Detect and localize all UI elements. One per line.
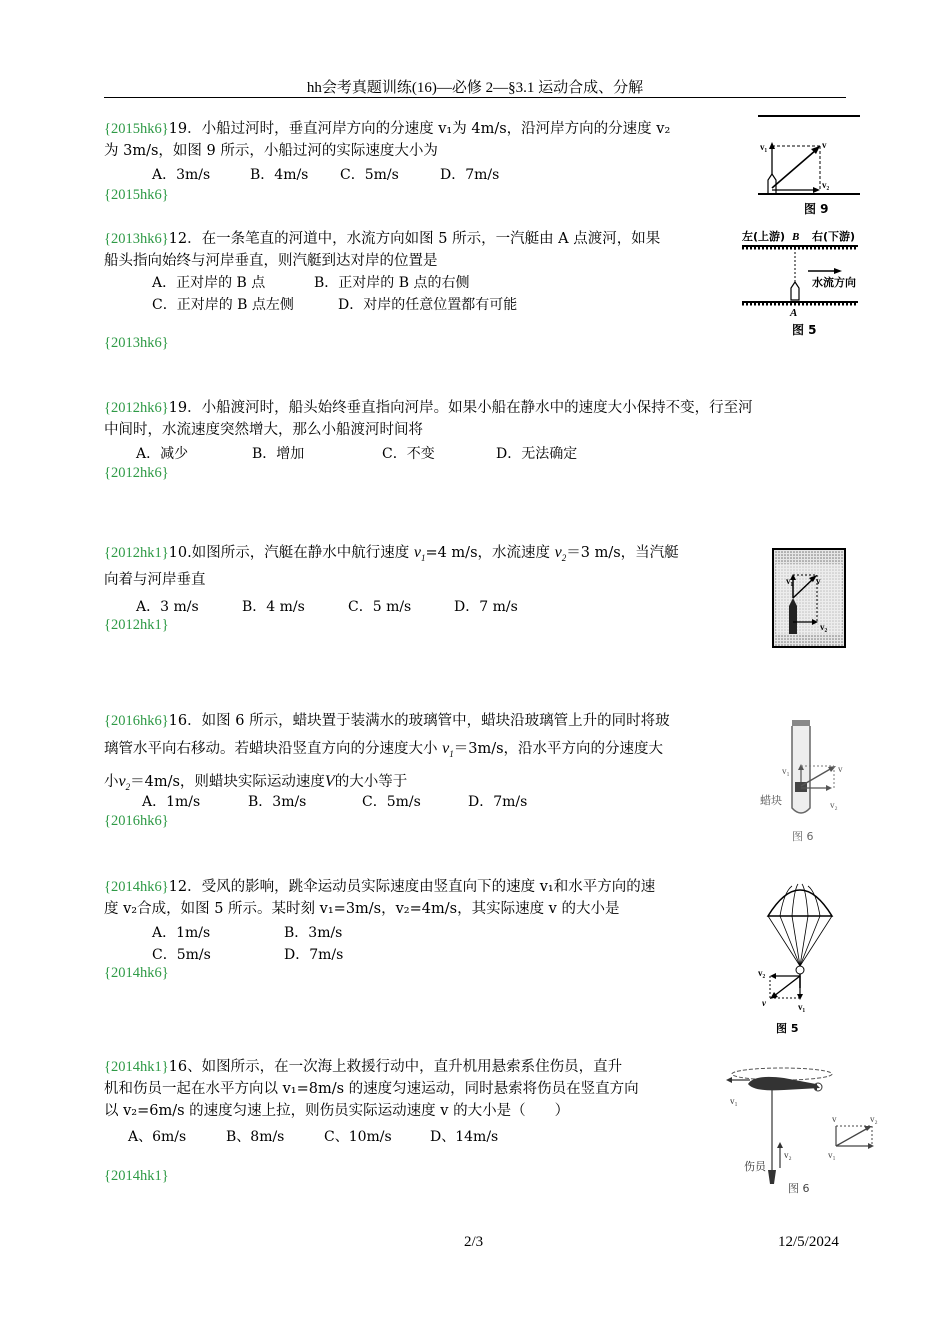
heli-label-v2: v₂ [784,1150,792,1160]
question-text: 机和伤员一起在水平方向以 v₁=8m/s 的速度匀速运动，同时悬索将伤员在竖直方向 [104,1081,639,1097]
option-d: D．7 m/s [454,599,518,615]
option-a: A．1m/s [142,794,201,810]
question-text: ＝3 m/s，当汽艇 [566,545,679,561]
boat-fig-label-v1: v₁ [786,576,794,586]
question-end-tag: {2014hk6} [104,965,169,981]
wax-fig-label-v: v [838,764,843,774]
symbol-v: V [324,773,335,791]
figure-5-river [740,226,860,344]
question-text: 船头指向始终与河岸垂直，则汽艇到达对岸的位置是 [104,253,438,269]
question-tag: {2012hk6} [104,400,169,416]
option-d: D．对岸的任意位置都有可能 [338,297,518,313]
option-c: C．5m/s [362,794,421,810]
fig9-label-v2: v₂ [822,180,830,190]
fig5-caption: 图 5 [792,323,817,337]
question-tag: {2015hk6} [104,121,169,137]
question-text: 19．小船过河时，垂直河岸方向的分速度 v₁为 4m/s，沿河岸方向的分速度 v₂ [168,121,671,137]
option-b: B．3m/s [284,925,343,941]
question-2015hk6 [104,118,744,162]
figure-5-parachute [752,872,848,1036]
fig5-b-label: B [792,231,800,243]
question-text: 12．在一条笔直的河道中，水流方向如图 5 所示，一汽艇由 A 点渡河，如果 [168,231,661,247]
parachute-label-v1: v₁ [798,1002,806,1012]
option-a: A．1m/s [152,925,211,941]
option-d: D、14m/s [430,1129,499,1145]
question-end-tag: {2012hk1} [104,617,169,633]
wax-fig-label: 蜡块 [760,794,782,807]
option-d: D．7m/s [440,167,500,183]
option-c: C．5m/s [152,947,211,963]
fig9-label-v: v [822,140,827,150]
question-text: 10.如图所示，汽艇在静水中航行速度 [168,545,410,561]
parachute-label-v2: v₂ [758,968,766,978]
option-b: B．3m/s [248,794,307,810]
option-c: C．5 m/s [348,599,412,615]
fig5-left-label: 左(上游) [742,230,786,243]
heli-vec-label-v1: v₁ [828,1150,836,1160]
figure-speedboat [772,548,846,648]
figure-9-boat-velocity [756,112,862,222]
option-a: A．3m/s [152,167,211,183]
question-end-tag: {2015hk6} [104,187,169,203]
question-text: 璃管水平向右移动。若蜡块沿竖直方向的分速度大小 [104,741,438,757]
fig9-caption: 图 9 [804,202,829,216]
question-end-tag: {2014hk1} [104,1168,169,1184]
question-text: 16、如图所示，在一次海上救援行动中，直升机用悬索系住伤员，直升 [168,1059,623,1075]
question-2014hk6 [104,876,749,920]
page-header-title: hh会考真题训练(16)—必修 2—§3.1 运动合成、分解 [306,80,644,96]
symbol-v1: $v_1$ [442,740,454,760]
symbol-v2: $v_2$ [118,773,131,793]
option-d: D．7m/s [284,947,344,963]
question-text: ＝4m/s，则蜡块实际运动速度 [130,774,325,791]
question-end-tag: {2016hk6} [104,813,169,829]
option-d: D．无法确定 [496,446,578,462]
footer-date: 12/5/2024 [778,1234,839,1250]
question-end-tag: {2013hk6} [104,335,169,351]
boat-fig-label-v: v [816,576,821,586]
question-2012hk1 [104,542,764,591]
option-b: B、8m/s [226,1129,285,1145]
figure-6-wax-tube [758,716,850,848]
question-text: 度 v₂合成，如图 5 所示。某时刻 v₁=3m/s，v₂=4m/s，其实际速度 v 的大小是 [104,901,620,917]
question-tag: {2014hk1} [104,1059,169,1075]
figure-6-helicopter [724,1060,890,1200]
question-text: 19．小船渡河时，船头始终垂直指向河岸。如果小船在静水中的速度大小保持不变，行至河 [168,400,753,416]
option-b: B．正对岸的 B 点的右侧 [314,275,470,291]
question-tag: {2012hk1} [104,545,169,561]
fig5-right-label: 右(下游) [812,230,856,243]
heli-victim-label: 伤员 [744,1160,766,1173]
option-d: D．7m/s [468,794,528,810]
question-text: ＝3m/s，沿水平方向的分速度大 [453,741,664,757]
question-end-tag: {2012hk6} [104,465,169,481]
question-tag: {2016hk6} [104,713,169,729]
question-text: 的大小等于 [334,774,408,791]
fig5-a-label: A [790,307,798,319]
option-c: C．不变 [382,446,435,462]
option-a: A．3 m/s [136,599,199,615]
option-a: A．正对岸的 B 点 [152,275,266,291]
question-text: 小 [104,774,119,791]
question-text: 16．如图 6 所示，蜡块置于装满水的玻璃管中，蜡块沿玻璃管上升的同时将玻 [168,713,670,729]
option-b: B．4m/s [250,167,309,183]
wax-fig-label-v2: v₂ [830,800,838,810]
header-rule [104,97,846,98]
question-text: 12．受风的影响，跳伞运动员实际速度由竖直向下的速度 v₁和水平方向的速 [168,879,656,895]
heli-caption: 图 6 [788,1182,810,1195]
question-text: =4 m/s，水流速度 [425,545,551,561]
question-text: 为 3m/s，如图 9 所示，小船过河的实际速度大小为 [104,143,438,159]
option-a: A、6m/s [128,1129,187,1145]
question-text: 向着与河岸垂直 [104,572,206,589]
heli-vec-label-v: v [832,1114,837,1124]
fig6-caption: 图 6 [792,830,814,843]
fig9-label-v1: v₁ [760,142,768,152]
parachute-label-v: v [762,998,766,1008]
question-tag: {2014hk6} [104,879,169,895]
fig5-flow-label: 水流方向 [812,276,856,289]
option-a: A．减少 [136,446,189,462]
heli-vec-label-v2: v₂ [870,1114,878,1124]
question-2014hk1 [104,1056,714,1122]
symbol-v1: $v_1$ [413,544,426,564]
page-number: 2/3 [464,1234,484,1250]
symbol-v2: $v_2$ [554,544,567,564]
boat-fig-label-v2: v₂ [820,622,828,632]
question-tag: {2013hk6} [104,231,169,247]
option-b: B．增加 [252,446,305,462]
heli-label-v1: v₁ [730,1096,738,1106]
question-text: 以 v₂=6m/s 的速度匀速上拉，则伤员实际运动速度 v 的大小是（ ） [104,1103,570,1119]
wax-fig-label-v1: v₁ [782,766,790,776]
question-2013hk6 [104,228,734,272]
option-c: C．5m/s [340,167,399,183]
option-c: C．正对岸的 B 点左侧 [152,297,294,313]
option-b: B．4 m/s [242,599,305,615]
question-text: 中间时，水流速度突然增大，那么小船渡河时间将 [104,422,423,438]
question-2016hk6 [104,708,749,801]
question-2012hk6 [104,397,849,441]
option-c: C、10m/s [324,1129,392,1145]
parachute-caption: 图 5 [776,1022,799,1035]
